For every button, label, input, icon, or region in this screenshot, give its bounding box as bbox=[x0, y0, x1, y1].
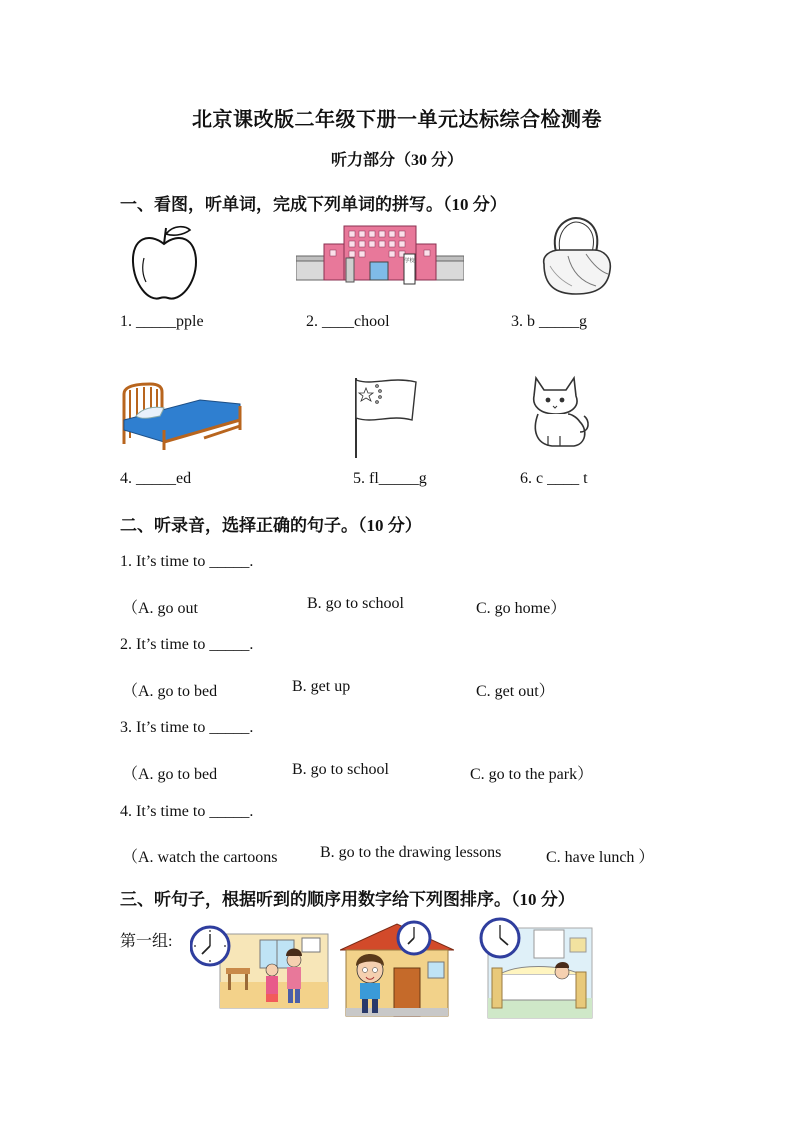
question-3-option-b: B. go to school bbox=[292, 761, 389, 778]
section1-heading: 一、看图，听单词，完成下列单词的拼写。（10 分） bbox=[120, 195, 507, 214]
bag-picture bbox=[538, 216, 614, 296]
spelling-item-4: 4. _____ed bbox=[120, 470, 192, 487]
question-1-option-b: B. go to school bbox=[307, 595, 404, 612]
page-title: 北京课改版二年级下册一单元达标综合检测卷 bbox=[192, 109, 602, 131]
flag-picture bbox=[350, 376, 420, 460]
group-label: 第一组: bbox=[120, 933, 173, 950]
spelling-item-6: 6. c ____ t bbox=[520, 470, 588, 487]
bed-picture bbox=[120, 380, 244, 452]
spelling-item-1: 1. _____pple bbox=[120, 313, 204, 330]
question-3-option-a: （A. go to bed bbox=[122, 766, 218, 783]
school-sign-text: 学校 bbox=[404, 258, 415, 264]
spelling-item-2: 2. ____chool bbox=[306, 313, 390, 330]
spelling-item-5: 5. fl_____g bbox=[353, 470, 427, 487]
clock-home-scene bbox=[190, 924, 330, 1010]
clock-bed-scene bbox=[478, 916, 594, 1020]
question-4-stem: 4. It’s time to _____. bbox=[120, 803, 254, 820]
school-picture bbox=[296, 222, 464, 286]
question-2-option-b: B. get up bbox=[292, 678, 351, 695]
question-2-option-c: C. get out） bbox=[476, 683, 555, 700]
question-1-option-a: （A. go out bbox=[122, 600, 199, 617]
question-4-option-c: C. have lunch ） bbox=[546, 849, 655, 866]
question-4-option-a: （A. watch the cartoons bbox=[122, 849, 278, 866]
question-4-option-b: B. go to the drawing lessons bbox=[320, 844, 502, 861]
page-subtitle: 听力部分（30 分） bbox=[330, 152, 463, 169]
question-1-option-c: C. go home） bbox=[476, 600, 567, 617]
spelling-item-3: 3. b _____g bbox=[511, 313, 587, 330]
question-1-stem: 1. It’s time to _____. bbox=[120, 553, 254, 570]
question-3-stem: 3. It’s time to _____. bbox=[120, 719, 254, 736]
section3-heading: 三、听句子，根据听到的顺序用数字给下列图排序。（10 分） bbox=[120, 890, 575, 909]
question-2-option-a: （A. go to bed bbox=[122, 683, 218, 700]
question-3-option-c: C. go to the park） bbox=[470, 766, 594, 783]
section2-heading: 二、听录音，选择正确的句子。（10 分） bbox=[120, 516, 422, 535]
question-2-stem: 2. It’s time to _____. bbox=[120, 636, 254, 653]
cat-picture bbox=[526, 374, 592, 450]
clock-school-scene bbox=[340, 918, 454, 1018]
apple-picture bbox=[124, 224, 204, 304]
